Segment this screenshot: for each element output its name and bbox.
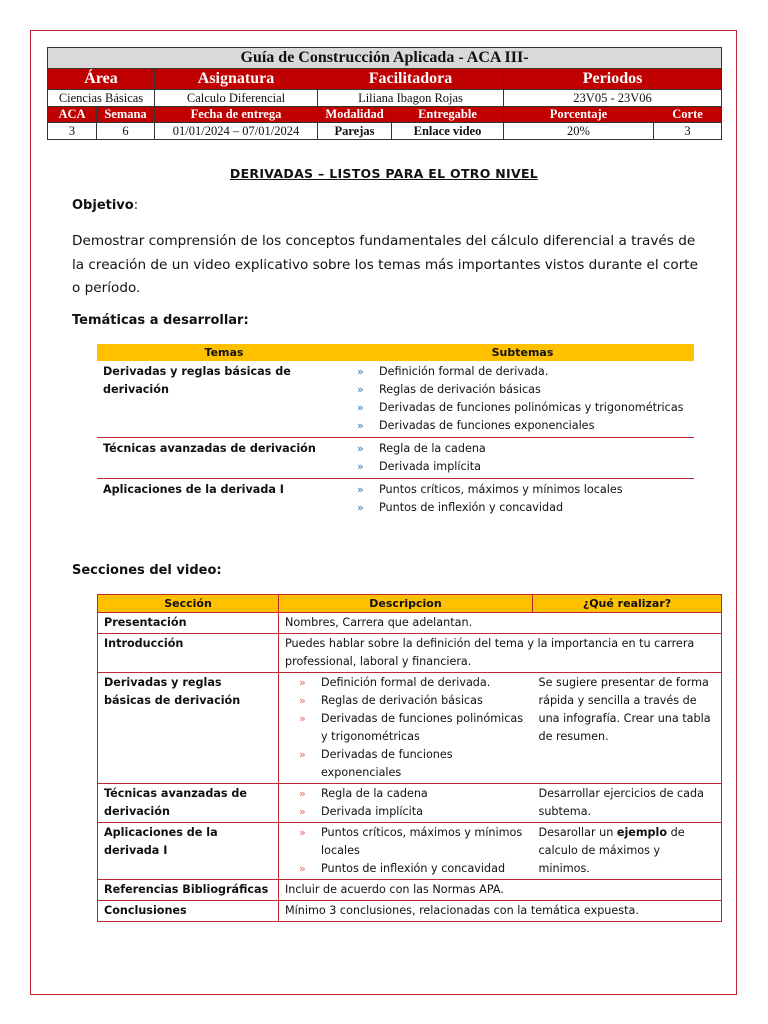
header-title: Guía de Construcción Aplicada - ACA III- [48, 48, 722, 69]
objective-label-text: Objetivo [72, 198, 134, 213]
sections-header-que-realizar: ¿Qué realizar? [533, 595, 722, 613]
chevron-double-right-icon: » [299, 712, 306, 725]
item-text: Derivadas de funciones polinómicas y trigonométricas [321, 712, 524, 743]
table-row [97, 438, 694, 479]
subtema-text: Puntos de inflexión y concavidad [379, 501, 564, 514]
list-item [299, 824, 527, 860]
objective-text: Demostrar comprensión de los conceptos fundamentales del cálculo diferencial a través de la creación de un video explicativo sobre los temas más importantes vistos durante el corte o período. [72, 233, 699, 296]
section-name: Referencias Bibliográficas [98, 880, 279, 901]
tema-cell: Técnicas avanzadas de derivación [97, 438, 351, 479]
themes-table [97, 344, 694, 519]
section-name: Aplicaciones de la derivada I [98, 823, 279, 880]
sections-header-descripcion: Descripcion [279, 595, 533, 613]
document-title: DERIVADAS – LISTOS PARA EL OTRO NIVEL [229, 166, 539, 181]
list-item [299, 785, 527, 803]
list-item [357, 440, 688, 458]
label-area: Área [48, 69, 155, 90]
section-name: Técnicas avanzadas de derivación [98, 784, 279, 823]
item-text: Regla de la cadena [321, 787, 428, 800]
objective-label: Objetivo: [72, 198, 139, 213]
themes-header-temas: Temas [97, 344, 351, 361]
sections-header-seccion: Sección [98, 595, 279, 613]
list-item [299, 746, 527, 782]
header-table [47, 47, 722, 140]
value-modalidad: Parejas [318, 123, 392, 140]
section-desc: Mínimo 3 conclusiones, relacionadas con la temática expuesta. [279, 901, 722, 922]
label-semana: Semana [97, 107, 155, 123]
label-corte: Corte [654, 107, 722, 123]
section-desc: Nombres, Carrera que adelantan. [279, 613, 722, 634]
table-row [98, 823, 722, 880]
chevron-double-right-icon: » [299, 826, 306, 839]
themes-label-text: Temáticas a desarrollar [72, 313, 244, 328]
label-periodos: Periodos [504, 69, 722, 90]
chevron-double-right-icon: » [357, 483, 364, 496]
table-row [98, 613, 722, 634]
todo-bold-text: ejemplo [616, 826, 668, 839]
themes-header-subtemas: Subtemas [351, 344, 694, 361]
section-todo: Desarrollar ejercicios de cada subtema. [533, 784, 722, 823]
value-area: Ciencias Básicas [48, 90, 155, 107]
item-text: Definición formal de derivada. [321, 676, 491, 689]
label-fecha: Fecha de entrega [155, 107, 318, 123]
chevron-double-right-icon: » [357, 419, 364, 432]
subtema-text: Definición formal de derivada. [379, 365, 549, 378]
subtema-text: Reglas de derivación básicas [379, 383, 541, 396]
list-item [299, 692, 527, 710]
chevron-double-right-icon: » [357, 365, 364, 378]
subtema-text: Derivadas de funciones exponenciales [379, 419, 595, 432]
section-desc [279, 784, 533, 823]
table-row [97, 479, 694, 520]
sections-label: Secciones del video: [72, 563, 222, 578]
section-name: Conclusiones [98, 901, 279, 922]
chevron-double-right-icon: » [357, 442, 364, 455]
section-name: Presentación [98, 613, 279, 634]
label-entregable: Entregable [392, 107, 504, 123]
item-text: Derivada implícita [321, 805, 424, 818]
chevron-double-right-icon: » [299, 676, 306, 689]
tema-cell: Aplicaciones de la derivada I [103, 483, 284, 496]
sections-label-text: Secciones del video [72, 563, 217, 578]
value-porcentaje: 20% [504, 123, 654, 140]
value-periodos: 23V05 - 23V06 [504, 90, 722, 107]
value-corte: 3 [654, 123, 722, 140]
todo-text: de calculo de máximos y minimos. [538, 826, 685, 875]
list-item [357, 481, 688, 499]
subtema-text: Derivada implícita [379, 460, 482, 473]
label-modalidad: Modalidad [318, 107, 392, 123]
tema-cell: Derivadas y reglas básicas de derivación [97, 361, 351, 438]
subtema-text: Regla de la cadena [379, 442, 486, 455]
list-item [299, 860, 527, 878]
item-text: Puntos críticos, máximos y mínimos locales [321, 826, 523, 857]
section-desc: Puedes hablar sobre la definición del tema y la importancia en tu carrera professional, laboral y financiera. [279, 634, 722, 673]
section-desc: Incluir de acuerdo con las Normas APA. [279, 880, 722, 901]
item-text: Puntos de inflexión y concavidad [321, 862, 506, 875]
section-desc [279, 673, 533, 784]
chevron-double-right-icon: » [357, 501, 364, 514]
list-item [357, 458, 688, 476]
chevron-double-right-icon: » [299, 748, 306, 761]
section-name: Derivadas y reglas básicas de derivación [98, 673, 279, 784]
value-facilitadora: Liliana Ibagon Rojas [318, 90, 504, 107]
table-row [98, 880, 722, 901]
list-item [357, 399, 688, 417]
list-item [299, 710, 527, 746]
list-item [357, 363, 688, 381]
chevron-double-right-icon: » [357, 460, 364, 473]
subtemas-cell [351, 361, 694, 438]
section-desc [279, 823, 533, 880]
chevron-double-right-icon: » [357, 383, 364, 396]
value-aca: 3 [48, 123, 97, 140]
todo-text: Desarollar un [538, 826, 617, 839]
table-row [97, 361, 694, 438]
value-fecha: 01/01/2024 – 07/01/2024 [155, 123, 318, 140]
value-semana: 6 [97, 123, 155, 140]
chevron-double-right-icon: » [299, 694, 306, 707]
chevron-double-right-icon: » [357, 401, 364, 414]
label-porcentaje: Porcentaje [504, 107, 654, 123]
list-item [357, 499, 688, 517]
table-row [98, 673, 722, 784]
chevron-double-right-icon: » [299, 862, 306, 875]
table-row [98, 634, 722, 673]
value-asignatura: Calculo Diferencial [155, 90, 318, 107]
section-todo: Se sugiere presentar de forma rápida y sencilla a través de una infografía. Crear una tabla de resumen. [533, 673, 722, 784]
item-text: Reglas de derivación básicas [321, 694, 483, 707]
table-row [98, 784, 722, 823]
list-item [299, 803, 527, 821]
list-item [357, 417, 688, 435]
list-item [357, 381, 688, 399]
subtemas-cell [351, 438, 694, 479]
table-row [98, 901, 722, 922]
subtemas-cell [351, 479, 694, 520]
subtema-text: Puntos críticos, máximos y mínimos locales [379, 483, 623, 496]
section-todo [533, 823, 722, 880]
themes-label: Temáticas a desarrollar: [72, 313, 249, 328]
subtema-text: Derivadas de funciones polinómicas y trigonométricas [379, 401, 684, 414]
value-entregable: Enlace video [392, 123, 504, 140]
label-facilitadora: Facilitadora [318, 69, 504, 90]
chevron-double-right-icon: » [299, 805, 306, 818]
label-asignatura: Asignatura [155, 69, 318, 90]
chevron-double-right-icon: » [299, 787, 306, 800]
label-aca: ACA [48, 107, 97, 123]
item-text: Derivadas de funciones exponenciales [321, 748, 453, 779]
list-item [299, 674, 527, 692]
sections-table [97, 594, 722, 922]
section-name: Introducción [98, 634, 279, 673]
